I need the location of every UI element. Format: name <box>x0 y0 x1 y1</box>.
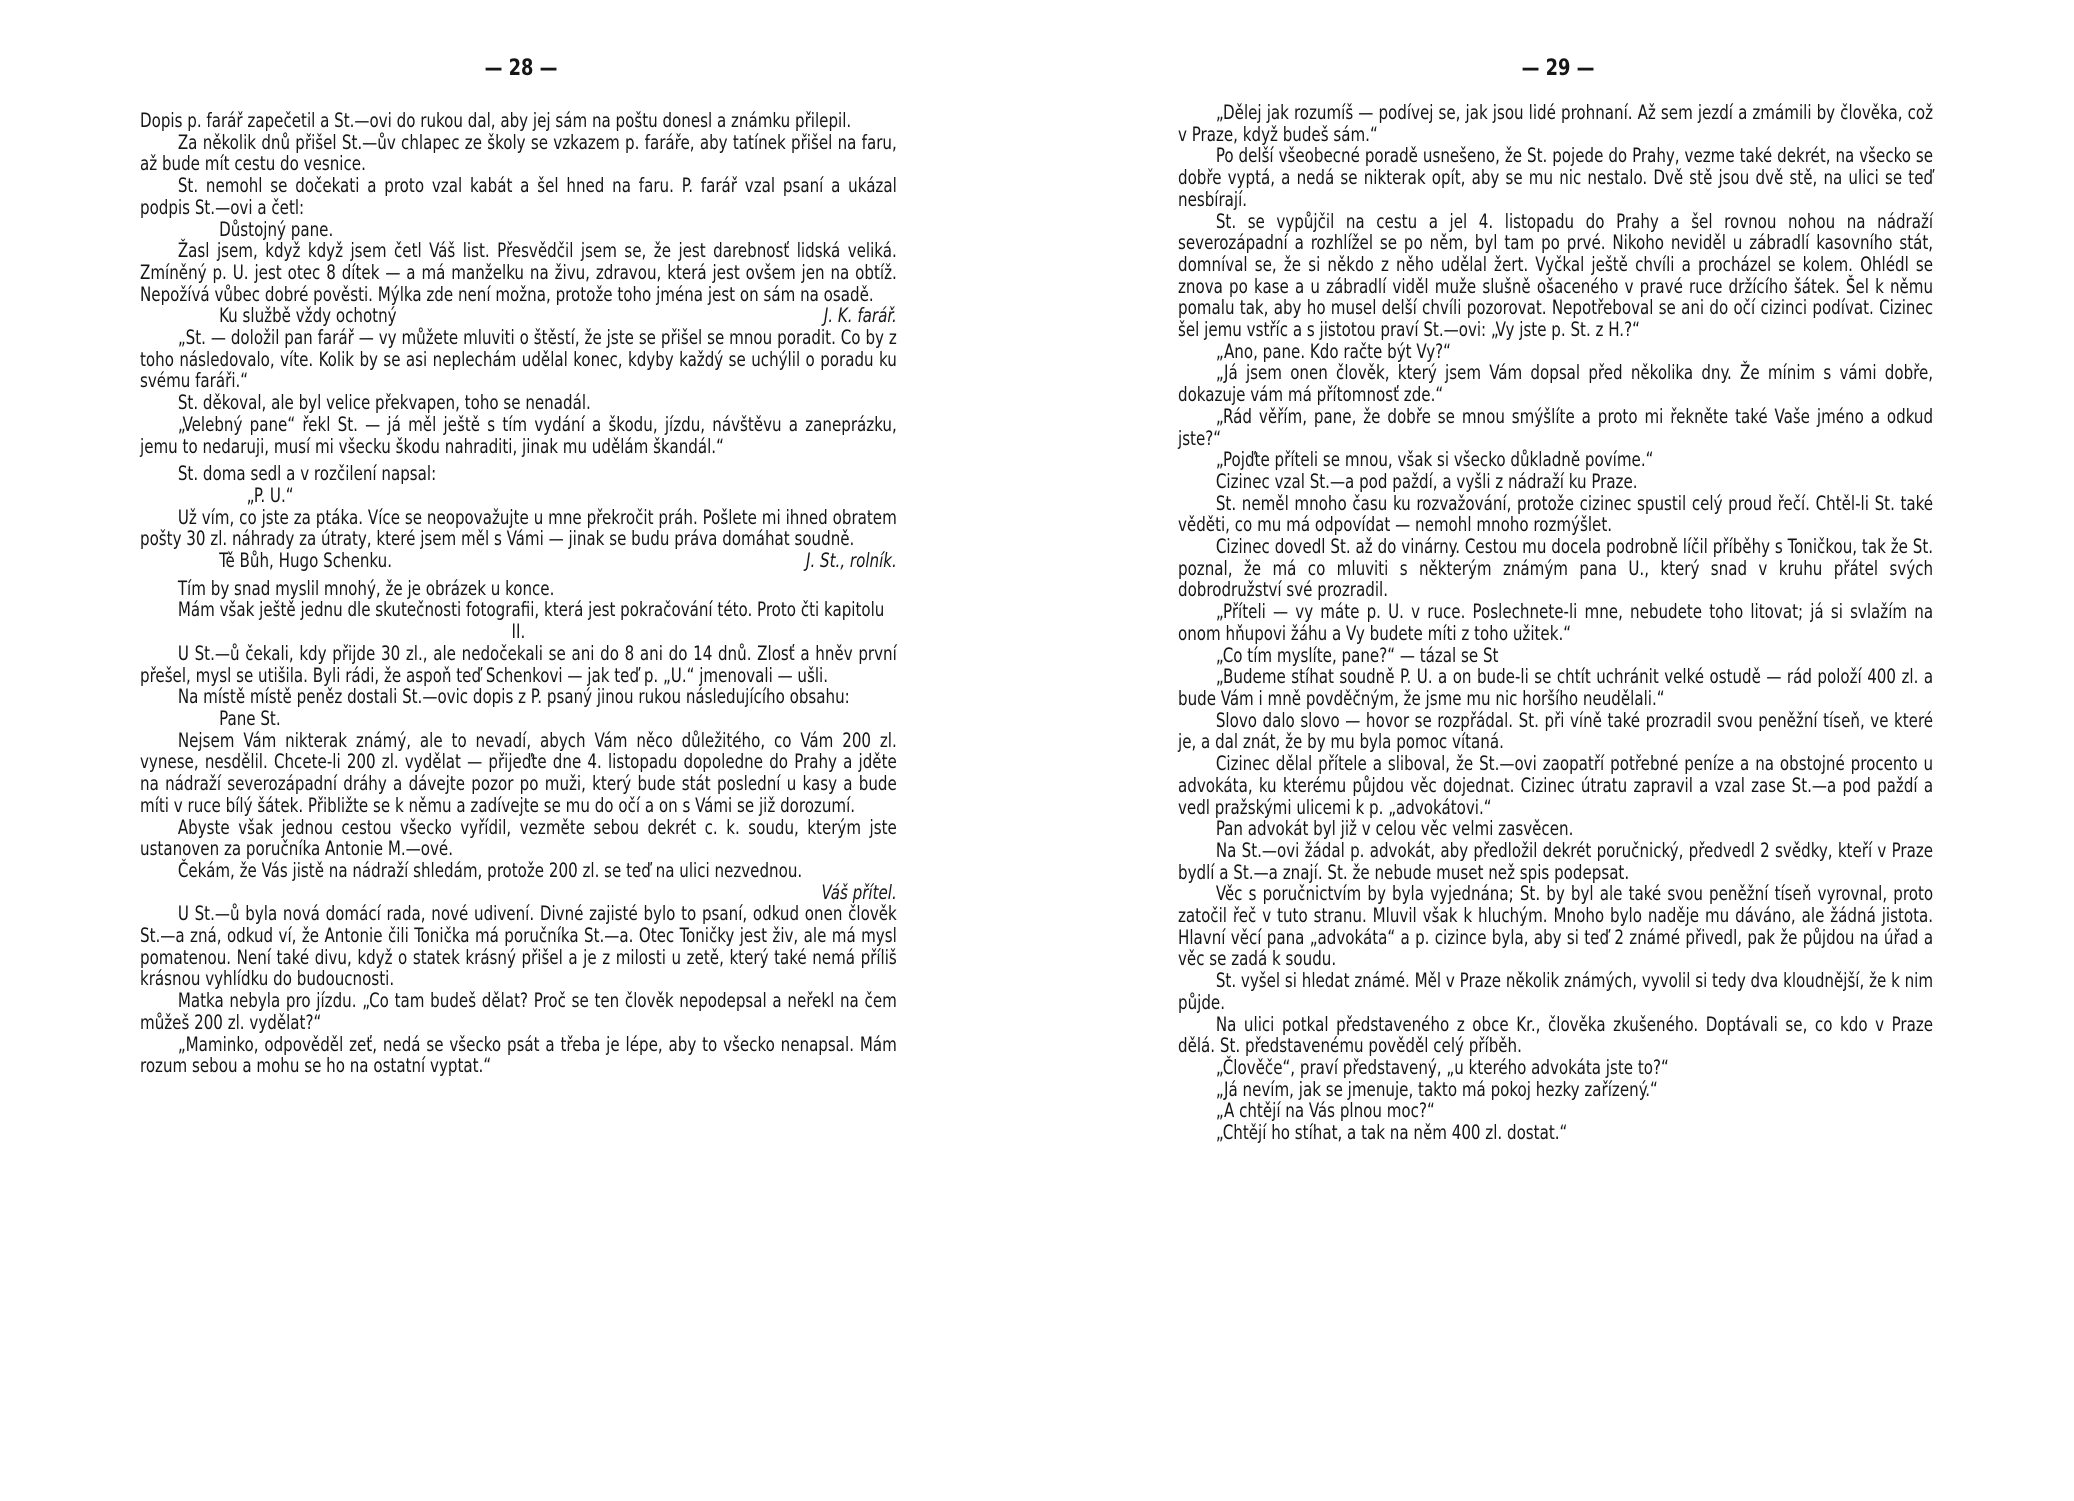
right-page <box>1178 0 1938 1501</box>
page-number-right: — 29 — <box>1521 56 1595 81</box>
signature-name: J. St., rolník. <box>806 549 897 573</box>
right-paragraph: „Já jsem onen člověk, který jsem Vám dopsal před několika dny. Že mínim s vámi dobře, dokazuje vám má přítomnosť zde.“ <box>1178 361 1934 407</box>
left-paragraph: U St.—ů čekali, kdy přijde 30 zl., ale nedočekali se ani do 8 ani do 14 dnů. Zlosť a hněv první přešel, mysl se utišila. Byli rádi, že aspoň teď Schenkovi — jak teď p. „U.“ jmenovali — ušli. <box>140 641 897 687</box>
right-paragraph: Cizinec dělal přítele a sliboval, že St.—ovi zaopatří potřebné peníze a na obstojné procento u advokáta, ku kterému půjdou věc dojednat. Cizinec útratu zapravil a vzal zase St.—a pod paždí a vedl pražskými ulicemi k p. „advokátovi.“ <box>1178 752 1934 819</box>
left-paragraph: II. <box>511 620 526 644</box>
right-paragraph: Po delší všeobecné poradě usnešeno, že St. pojede do Prahy, vezme také dekrét, na všecko se dobře vyptá, a nedá se nikterak opít, aby se mu nic nestalo. Dvě stě jsou dvě stě, na ulici se teď nesbírají. <box>1178 144 1934 211</box>
left-paragraph: „Maminko, odpověděl zeť, nedá se všecko psát a třeba je lépe, aby to všecko nenapsal. Mám rozum sebou a mohu se ho na ostatní vyptat.“ <box>140 1032 897 1078</box>
left-page <box>140 0 902 1501</box>
left-paragraph: Čekám, že Vás jistě na nádraží shledám, protože 200 zl. se teď na ulici nezvednou. <box>177 858 803 882</box>
right-paragraph: „Co tím myslíte, pane?“ — tázal se St <box>1215 643 1499 667</box>
left-paragraph: Abyste však jednou cestou všecko vyřídil, vezměte sebou dekrét c. k. soudu, kterým jste ustanoven za poručníka Antonie M.—ové. <box>140 815 897 861</box>
right-paragraph: Na ulici potkal představeného z obce Kr., člověka zkušeného. Doptávali se, co kdo v Praze dělá. St. představenému pověděl celý příběh. <box>1178 1012 1934 1058</box>
right-page-text <box>1178 102 1933 1144</box>
right-paragraph: Slovo dalo slovo — hovor se rozpřádal. St. při víně také prozradil svou peněžní tíseň, ve které je, a dal znát, že by mu byla pomoc vítaná. <box>1178 708 1934 754</box>
left-paragraph: „Velebný pane“ řekl St. — já měl ještě s tím vydání a škodu, jízdu, návštěvu a zaneprázku, jemu to nedaruji, musí mi všecku škodu nahraditi, jinak mu udělám škandál.“ <box>140 412 897 458</box>
left-paragraph: „P. U.“ <box>246 483 294 507</box>
right-paragraph: Cizinec dovedl St. až do vinárny. Cestou mu docela podrobně líčil příběhy s Toničkou, tak že St. poznal, že má co mluviti s některým známým pana U., který snad v kruhu přátel svých dobrodružství své prozradil. <box>1178 535 1934 602</box>
right-paragraph: Pan advokát byl již v celou věc velmi zasvěcen. <box>1215 817 1574 841</box>
signature-greeting: Ku službě vždy ochotný <box>219 304 397 328</box>
left-paragraph: Za několik dnů přišel St.—ův chlapec ze školy se vzkazem p. faráře, aby tatínek přišel na faru, až bude mít cestu do vesnice. <box>140 130 897 176</box>
right-paragraph: „Dělej jak rozumíš — podívej se, jak jsou lidé prohnaní. Až sem jezdí a zmámili by člověka, což v Praze, když budeš sám.“ <box>1178 101 1934 146</box>
right-paragraph: St. neměl mnoho času ku rozvažování, protože cizinec spustil celý proud řečí. Chtěl-li St. také věděti, co mu má odpovídat — nemohl mnoho rozmýšlet. <box>1178 491 1934 537</box>
left-paragraph: St. doma sedl a v rozčilení napsal: <box>177 462 437 486</box>
right-paragraph: St. se vypůjčil na cestu a jel 4. listopadu do Prahy a šel rovnou nohou na nádraží severozápadní a rozhlížel se po něm, byl tam po prvé. Nikoho neviděl u zábradlí kasovního stát, domníval se, že si někdo z něho udělal žert. Vyčkal ještě chvíli a procházel se kolem. Ohlédl se znova po kase a u zábradlí viděl muže slušně ošaceného v pravé ruce držícího šátek. Šel k němu pomalu tak, aby ho musel delší chvíli pozorovat. Nepotřeboval se ani do očí cizinci podívat. Cizinec šel jemu vstříc a s jistotou praví St.—ovi: „Vy jste p. St. z H.?“ <box>1178 209 1934 342</box>
left-paragraph: Žasl jsem, když když jsem četl Váš list. Přesvědčil jsem se, že jest darebnosť lidská veliká. Zmíněný p. U. jest otec 8 dítek — a má manželku na živu, zdravou, která jest ovšem jen na obtíž. Nepožívá vůbec dobré pověsti. Mýlka zde není možna, protože toho jména jest on sám na osadě. <box>140 239 897 306</box>
signature-greeting: Tě Bůh, Hugo Schenku. <box>219 549 393 573</box>
right-paragraph: „Člověče“, praví představený, „u kterého advokáta jste to?“ <box>1215 1055 1669 1079</box>
left-paragraph: Dopis p. farář zapečetil a St.—ovi do rukou dal, aby jej sám na poštu donesl a známku přilepil. <box>140 109 852 132</box>
right-paragraph: „Příteli — vy máte p. U. v ruce. Poslechnete-li mne, nebudete toho litovat; já si svlažím na onom hňupovi žáhu a Vy budete míti z toho užitek.“ <box>1178 600 1934 645</box>
right-paragraph: „A chtějí na Vás plnou moc?“ <box>1215 1099 1435 1123</box>
left-paragraph: Důstojný pane. <box>219 217 334 241</box>
right-paragraph: „Já nevím, jak se jmenuje, takto má pokoj hezky zařízený.“ <box>1215 1077 1658 1101</box>
right-paragraph: „Budeme stíhat soudně P. U. a on bude-li se chtít uchránit velké ostudě — rád položí 400 zl. a bude Vám i mně povděčným, že jsme mu nic horšího neudělali.“ <box>1178 665 1934 710</box>
left-paragraph: Tím by snad myslil mnohý, že je obrázek u konce. <box>177 576 555 600</box>
left-paragraph: Už vím, co jste za ptáka. Více se neopovažujte u mne překročit práh. Pošlete mi ihned obratem pošty 30 zl. náhrady za útraty, které jsem měl s Vámi — jinak se budu práva domáhat soudně. <box>140 505 897 551</box>
right-paragraph: St. vyšel si hledat známé. Měl v Praze několik známých, vyvolil si tedy dva kloudnější, že k nim půjde. <box>1178 969 1934 1014</box>
left-paragraph: Mám však ještě jednu dle skutečnosti fotografii, která jest pokračování této. Proto čti kapitolu <box>177 598 885 622</box>
left-paragraph: „St. — doložil pan farář — vy můžete mluviti o štěstí, že jste se přišel se mnou poradit. Co by z toho následovalo, víte. Kolik by se asi neplechám udělal konec, kdyby každý se uchýlil o poradu ku svému faráři.“ <box>140 326 897 393</box>
left-paragraph <box>140 550 897 572</box>
page-number-left: — 28 — <box>484 56 558 81</box>
left-page-text <box>140 110 897 1077</box>
left-paragraph: Nejsem Vám nikterak známý, ale to nevadí, abych Vám něco důležitého, co Vám 200 zl. vynese, nesdělil. Chcete-li 200 zl. vydělat — přijeďte dne 4. listopadu dopoledne do Prahy a jděte na nádraží severozápadní dráhy a dávejte pozor po muži, který bude stát poslední u kasy a bude míti v ruce bílý šátek. Přibližte se k němu a zadívejte se mu do očí a on s Vámi se již dorozumí. <box>140 728 897 817</box>
left-paragraph <box>140 305 897 327</box>
right-paragraph: „Pojďte příteli se mnou, však si všecko důkladně povíme.“ <box>1215 448 1654 472</box>
left-paragraph: Pane St. <box>219 706 281 730</box>
left-paragraph: St. nemohl se dočekati a proto vzal kabát a šel hned na faru. P. farář vzal psaní a ukázal podpis St.—ovi a četl: <box>140 174 897 219</box>
right-paragraph: „Rád věřím, pane, že dobře se mnou smýšlíte a proto mi řekněte také Vaše jméno a odkud jste?“ <box>1178 404 1934 450</box>
left-paragraph: Matka nebyla pro jízdu. „Co tam budeš dělat? Proč se ten člověk nepodepsal a neřekl na čem můžeš 200 zl. vydělat?“ <box>140 989 897 1034</box>
left-paragraph: St. děkoval, ale byl velice překvapen, toho se nenadál. <box>177 391 591 415</box>
left-paragraph: Váš přítel. <box>821 880 897 904</box>
right-paragraph: Na St.—ovi žádal p. advokát, aby předložil dekrét poručnický, předvedl 2 svědky, kteří v Praze bydlí a St.—a znají. St. že nebude muset než spis podepsat. <box>1178 838 1934 884</box>
left-paragraph: U St.—ů byla nová domácí rada, nové udivení. Divné zajisté bylo to psaní, odkud onen člověk St.—a zná, odkud ví, že Antonie čili Tonička má poručníka St.—a. Otec Toničky jest živ, ale má mysl pomatenou. Není také divu, když o statek krásný přišel a je z milosti u zetě, který také nemá příliš krásnou vyhlídku do budoucnosti. <box>140 902 897 991</box>
signature-name: J. K. farář. <box>823 304 897 328</box>
right-paragraph: Cizinec vzal St.—a pod paždí, a vyšli z nádraží ku Praze. <box>1215 469 1638 493</box>
left-paragraph: Na místě místě peněz dostali St.—ovic dopis z P. psaný jinou rukou následujícího obsahu: <box>177 685 850 709</box>
right-paragraph: „Ano, pane. Kdo račte být Vy?“ <box>1215 339 1451 363</box>
right-paragraph: „Chtějí ho stíhat, a tak na něm 400 zl. dostat.“ <box>1215 1121 1568 1145</box>
right-paragraph: Věc s poručnictvím by byla vyjednána; St. by byl ale také svou peněžní tíseň vyrovnal, proto zatočil řeč v tuto stranu. Mluvil však k hluchým. Mnoho bylo naděje mu dáváno, ale žádná jistota. Hlavní věcí pana „advokáta“ a p. cizince byla, aby si teď 2 známé přivedl, pak že půjdou na úřad a věc se zadá k soudu. <box>1178 882 1934 971</box>
